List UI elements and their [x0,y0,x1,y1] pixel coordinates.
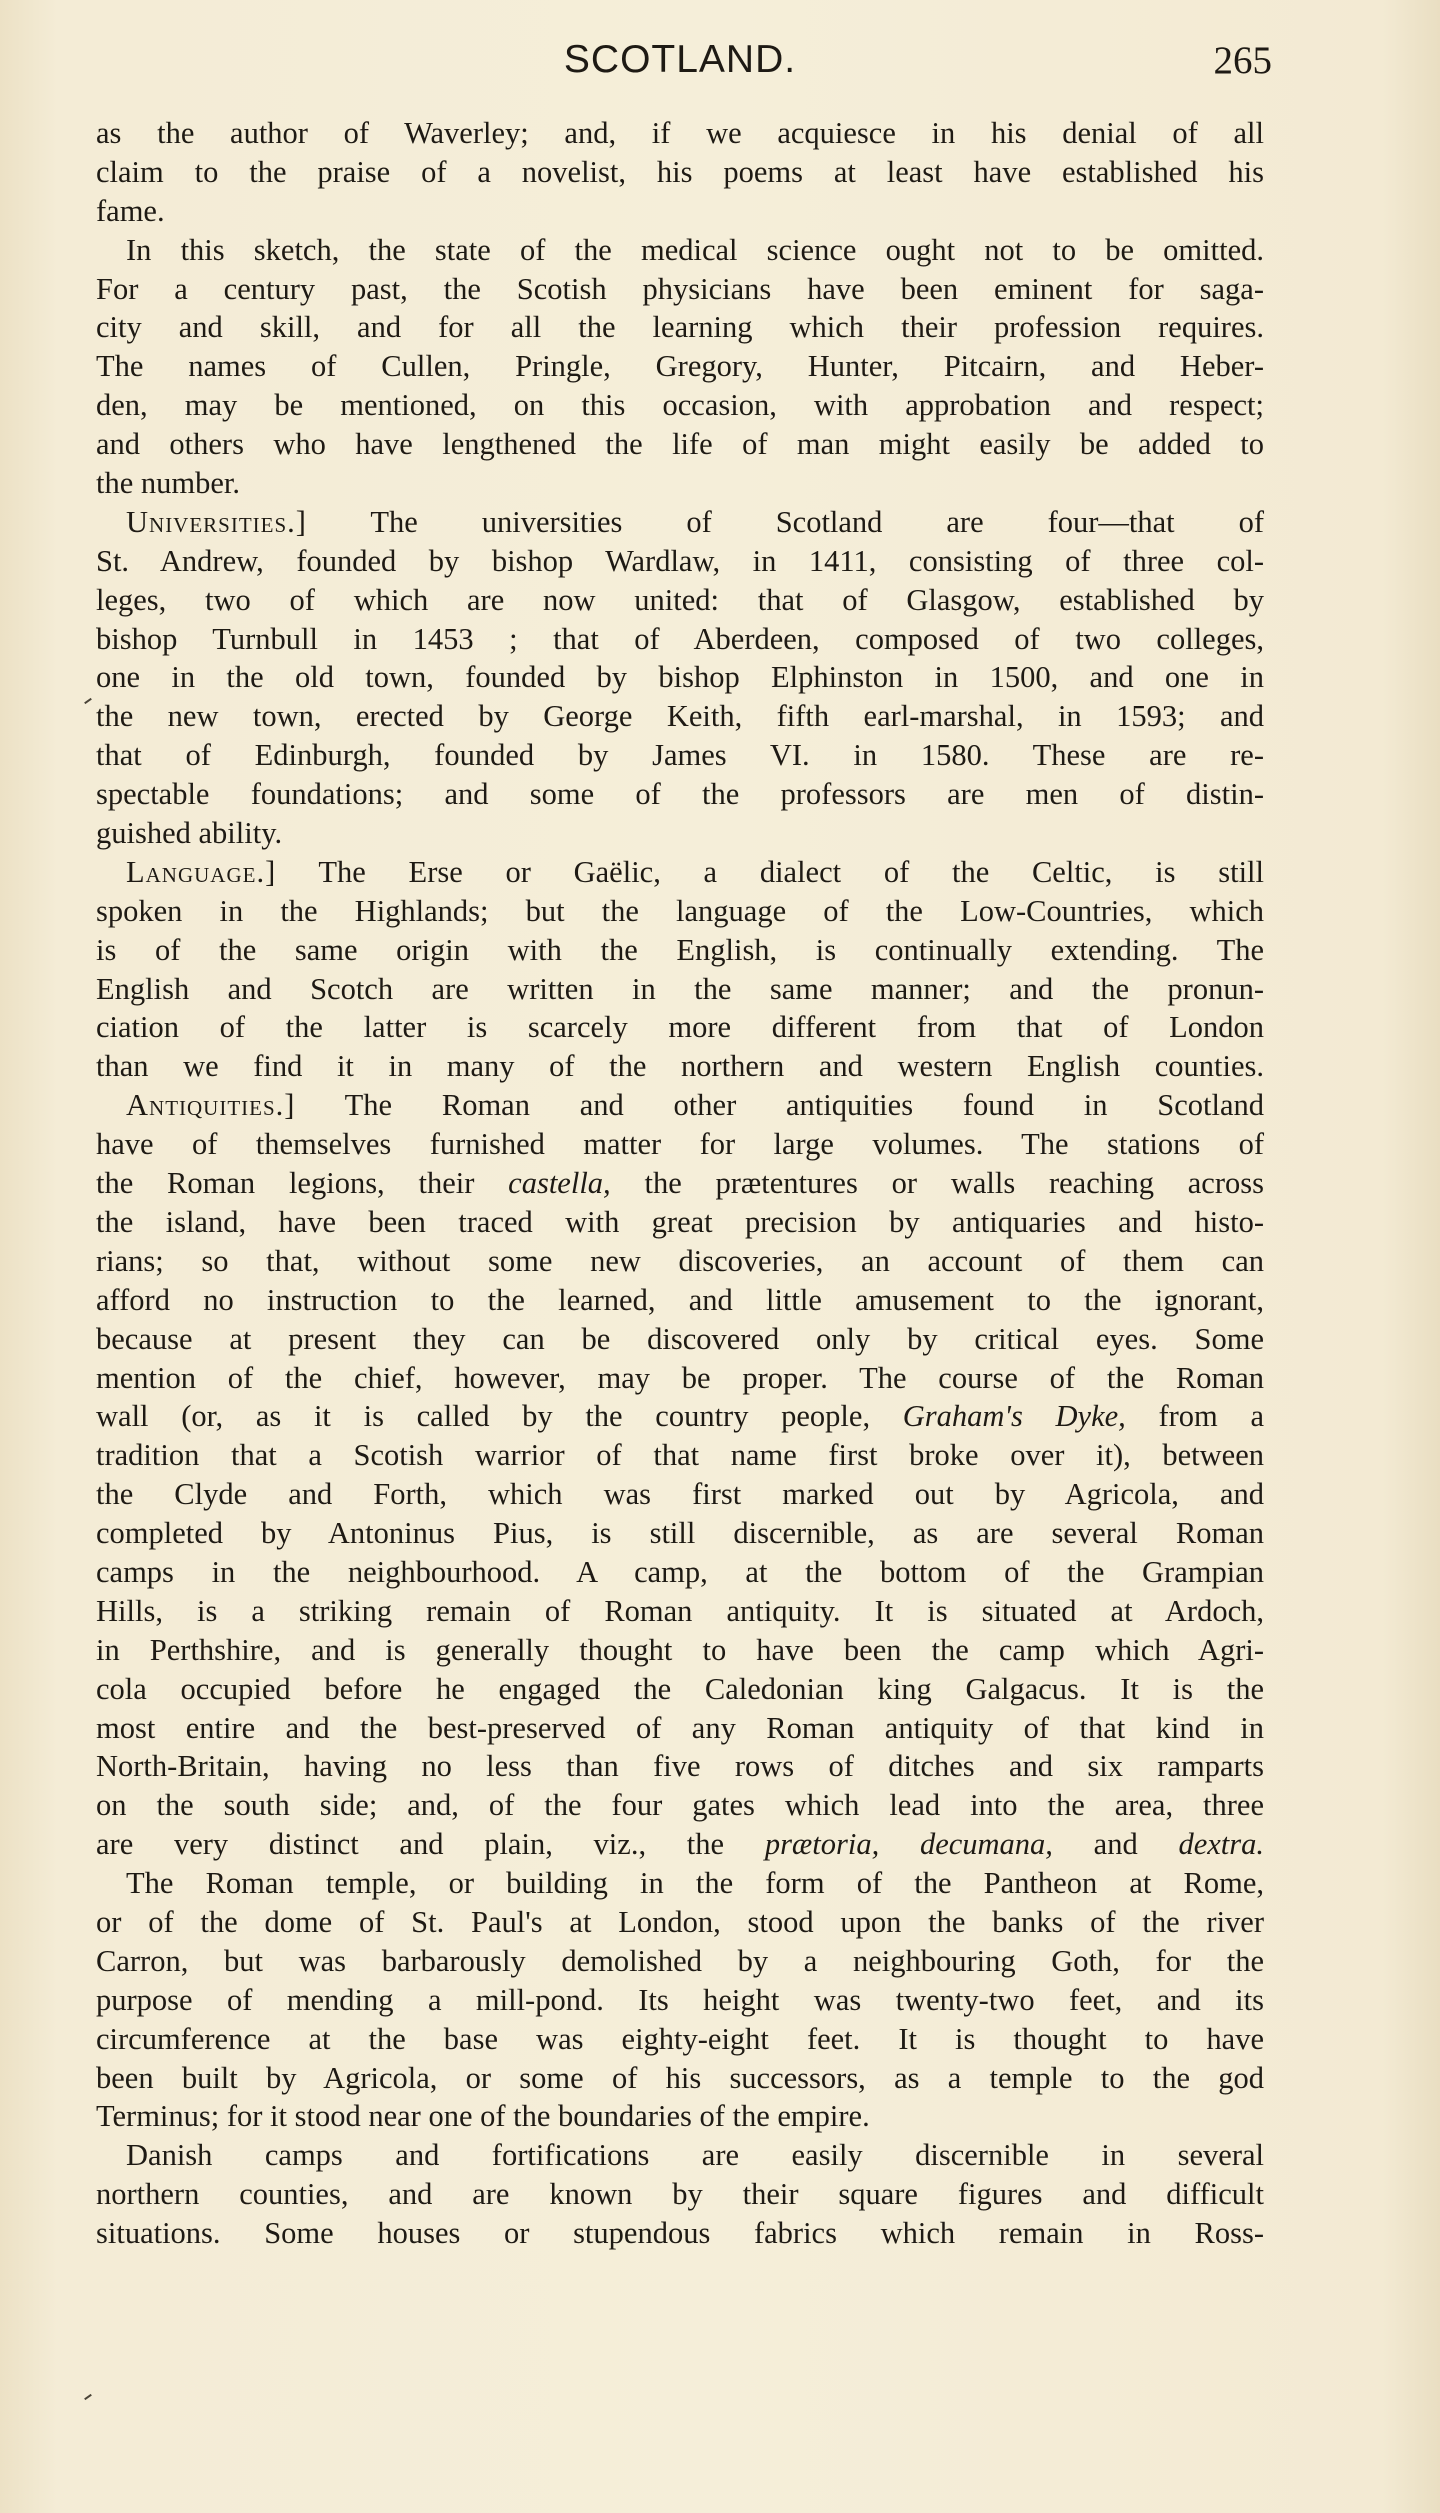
text-line: In this sketch, the state of the medical science ought not to be omitted. [126,232,1264,267]
body-text [96,114,1264,2253]
text-line: one in the old town, founded by bishop Elphinston in 1500, and one in [96,660,1264,695]
text-line: the new town, erected by George Keith, fifth earl-marshal, in 1593; and [96,699,1264,734]
text-line: English and Scotch are written in the same manner; and the pronun- [96,971,1264,1006]
text-line: St. Andrew, founded by bishop Wardlaw, in 1411, consisting of three col- [96,543,1264,578]
text-line: guished ability. [96,816,283,851]
text-line: rians; so that, without some new discoveries, an account of them can [96,1243,1264,1278]
text-line: Antiquities.] The Roman and other antiquities found in Scotland [126,1088,1264,1123]
text-line: ciation of the latter is scarcely more different from that of London [96,1010,1264,1045]
text-line: in Perthshire, and is generally thought to have been the camp which Agri- [96,1632,1264,1667]
text-line: or of the dome of St. Paul's at London, stood upon the banks of the river [96,1904,1264,1939]
text-line: as the author of Waverley; and, if we acquiesce in his denial of all [96,116,1264,150]
italic-term: Graham's Dyke, [902,1399,1126,1434]
text-line: is of the same origin with the English, is continually extending. The [96,932,1264,967]
text-line: leges, two of which are now united: that of Glasgow, established by [96,582,1264,617]
text-line: camps in the neighbourhood. A camp, at the bottom of the Grampian [96,1554,1264,1589]
text-line: Terminus; for it stood near one of the boundaries of the empire. [96,2099,870,2134]
margin-mark [84,698,92,704]
text-line: circumference at the base was eighty-eight feet. It is thought to have [96,2021,1264,2056]
text-line: cola occupied before he engaged the Caledonian king Galgacus. It is the [96,1671,1264,1706]
text-line: city and skill, and for all the learning which their profession requires. [96,310,1264,345]
text-line: Universities.] The universities of Scotland are four—that of [126,504,1264,539]
text-line: than we find it in many of the northern and western English counties. [96,1049,1264,1084]
text-line: the island, have been traced with great precision by antiquaries and histo- [96,1204,1264,1239]
text-line: situations. Some houses or stupendous fabrics which remain in Ross- [96,2216,1264,2251]
text-line: have of themselves furnished matter for large volumes. The stations of [96,1127,1264,1162]
text-line: Language.] The Erse or Gaëlic, a dialect of the Celtic, is still [126,854,1264,889]
text-line: the number. [96,466,240,501]
text-line: bishop Turnbull in 1453 ; that of Aberdeen, composed of two colleges, [96,621,1264,656]
section-heading: Language.] [126,854,277,889]
text-line: claim to the praise of a novelist, his poems at least have established his [96,154,1264,189]
text-line: are very distinct and plain, viz., the prætoria, decumana, and dextra. [96,1827,1264,1862]
italic-term: dextra. [1178,1827,1264,1862]
margin-mark [84,2394,92,2400]
section-heading: Universities.] [126,504,307,539]
text-line: most entire and the best-preserved of any Roman antiquity of that kind in [96,1710,1264,1745]
text-line: The names of Cullen, Pringle, Gregory, Hunter, Pitcairn, and Heber- [96,349,1264,384]
text-line: mention of the chief, however, may be proper. The course of the Roman [96,1360,1264,1395]
text-line: because at present they can be discovered only by critical eyes. Some [96,1321,1264,1356]
text-line: the Clyde and Forth, which was first marked out by Agricola, and [96,1477,1264,1512]
running-title: SCOTLAND. [563,38,797,81]
text-line: fame. [96,193,165,228]
text-line: and others who have lengthened the life of man might easily be added to [96,427,1264,462]
text-line: the Roman legions, their castella, the prætentures or walls reaching across [96,1166,1264,1201]
text-line: completed by Antoninus Pius, is still discernible, as are several Roman [96,1516,1264,1551]
text-line: afford no instruction to the learned, and little amusement to the ignorant, [96,1282,1264,1317]
italic-term: prætoria, decumana, [764,1827,1053,1862]
text-line: on the south side; and, of the four gates which lead into the area, three [96,1788,1264,1823]
section-heading: Antiquities.] [126,1088,296,1123]
text-line: The Roman temple, or building in the form of the Pantheon at Rome, [126,1866,1264,1901]
text-line: spoken in the Highlands; but the language of the Low-Countries, which [96,893,1264,928]
text-line: For a century past, the Scotish physicians have been eminent for saga- [96,271,1264,306]
text-line: that of Edinburgh, founded by James VI. in 1580. These are re- [96,738,1264,773]
text-line: purpose of mending a mill-pond. Its height was twenty-two feet, and its [96,1982,1264,2017]
text-line: Carron, but was barbarously demolished by a neighbouring Goth, for the [96,1943,1264,1978]
running-head [96,38,1272,86]
text-line: wall (or, as it is called by the country people, Graham's Dyke, from a [96,1399,1265,1434]
text-line: den, may be mentioned, on this occasion, with approbation and respect; [96,388,1264,423]
text-line: spectable foundations; and some of the professors are men of distin- [96,777,1264,812]
page-number: 265 [1213,39,1272,82]
text-line: Hills, is a striking remain of Roman antiquity. It is situated at Ardoch, [96,1593,1264,1628]
italic-term: castella, [508,1166,611,1201]
text-line: Danish camps and fortifications are easily discernible in several [126,2138,1264,2173]
text-line: been built by Agricola, or some of his successors, as a temple to the god [96,2060,1264,2095]
text-line: northern counties, and are known by their square figures and difficult [96,2177,1264,2212]
text-line: tradition that a Scotish warrior of that name first broke over it), between [96,1438,1264,1473]
text-line: North-Britain, having no less than five rows of ditches and six ramparts [96,1749,1264,1784]
